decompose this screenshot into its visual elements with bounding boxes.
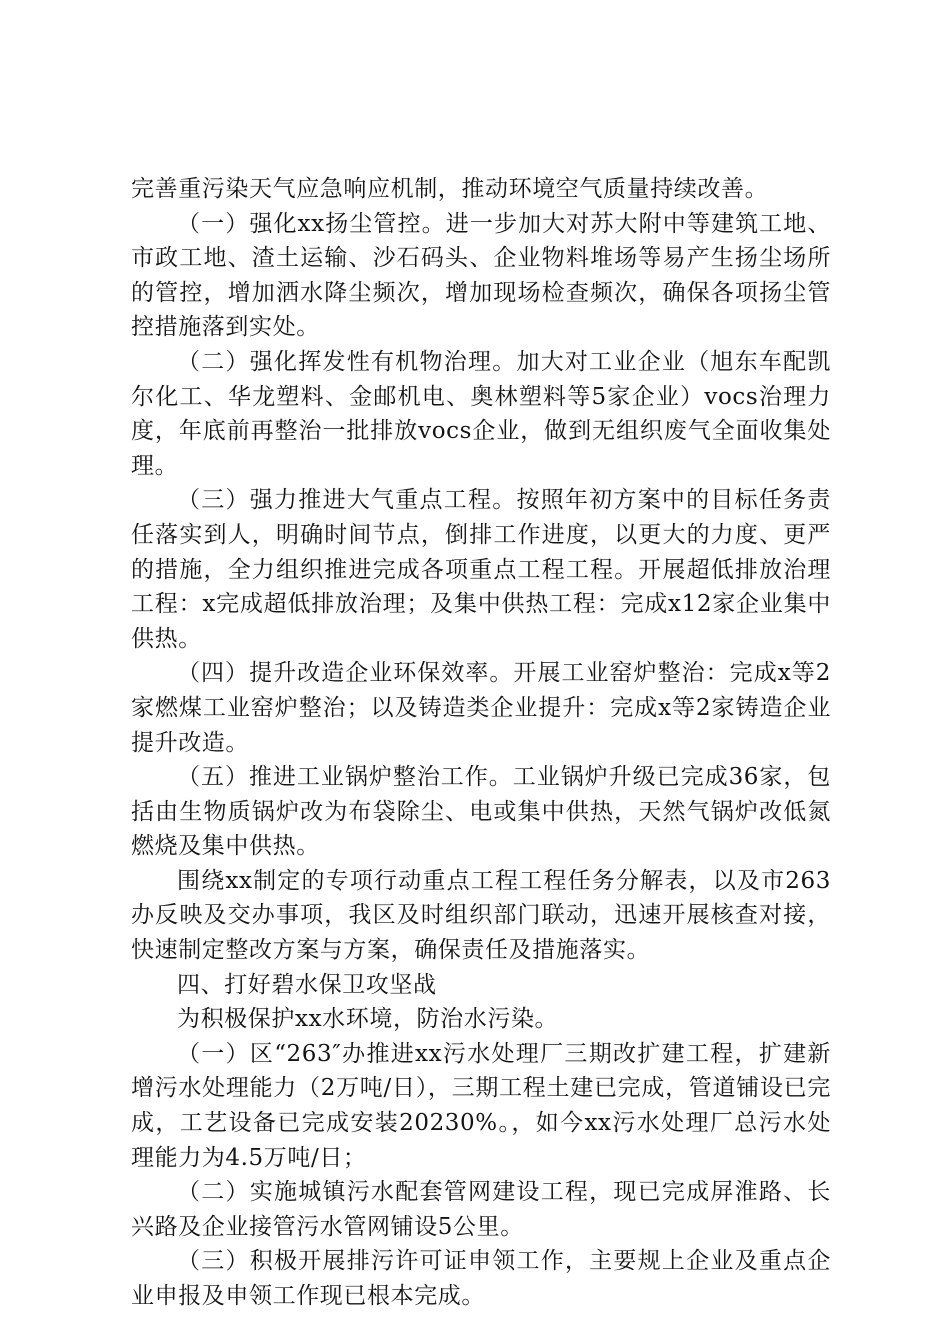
paragraph-voc-treatment: （二）强化挥发性有机物治理。加大对工业企业（旭东车配凯尔化工、华龙塑料、金邮机电、奥林塑料等5家企业）vocs治理力度，年底前再整治一批排放vocs企业，做到无组织废气全面收集处理。 [131, 348, 831, 479]
paragraph-key-projects: （三）强力推进大气重点工程。按照年初方案中的目标任务责任落实到人，明确时间节点，倒排工作进度，以更大的力度、更严的措施，全力组织推进完成各项重点工程工程。开展超低排放治理工程：x完成超低排放治理；及集中供热工程：完成x12家企业集中供热。 [131, 487, 831, 652]
paragraph-sewage-plant: （一）区“263″办推进xx污水处理厂三期改扩建工程，扩建新增污水处理能力（2万吨/日），三期工程土建已完成，管道铺设已完成，工艺设备已完成安装20230%。，如今xx污水处理厂总污水处理能力为4.5万吨/日； [131, 1040, 831, 1171]
paragraph-task-breakdown: 围绕xx制定的专项行动重点工程工程任务分解表，以及市263办反映及交办事项，我区及时组织部门联动，迅速开展核查对接，快速制定整改方案与方案，确保责任及措施落实。 [131, 867, 831, 964]
section-heading-clean-water: 四、打好碧水保卫攻坚战 [177, 971, 437, 998]
paragraph-discharge-permit: （三）积极开展排污许可证申领工作，主要规上企业及重点企业申报及申领工作现已根本完成。 [131, 1248, 831, 1309]
paragraph-air-quality-intro: 完善重污染天气应急响应机制，推动环境空气质量持续改善。 [131, 176, 769, 202]
paragraph-sewer-network: （二）实施城镇污水配套管网建设工程，现已完成屏淮路、长兴路及企业接管污水管网铺设5公里。 [131, 1179, 831, 1240]
document-body [131, 172, 831, 1314]
paragraph-boiler-upgrade: （五）推进工业锅炉整治工作。工业锅炉升级已完成36家，包括由生物质锅炉改为布袋除尘、电或集中供热，天然气锅炉改低氮燃烧及集中供热。 [131, 764, 831, 860]
paragraph-water-intro: 为积极保护xx水环境，防治水污染。 [177, 1006, 559, 1033]
paragraph-kiln-upgrade: （四）提升改造企业环保效率。开展工业窑炉整治：完成x等2家燃煤工业窑炉整治；以及铸造类企业提升：完成x等2家铸造企业提升改造。 [131, 660, 831, 756]
paragraph-dust-control: （一）强化xx扬尘管控。进一步加大对苏大附中等建筑工地、市政工地、渣土运输、沙石码头、企业物料堆场等易产生扬尘场所的管控，增加洒水降尘频次，增加现场检查频次，确保各项扬尘管控措施落到实处。 [131, 210, 831, 341]
